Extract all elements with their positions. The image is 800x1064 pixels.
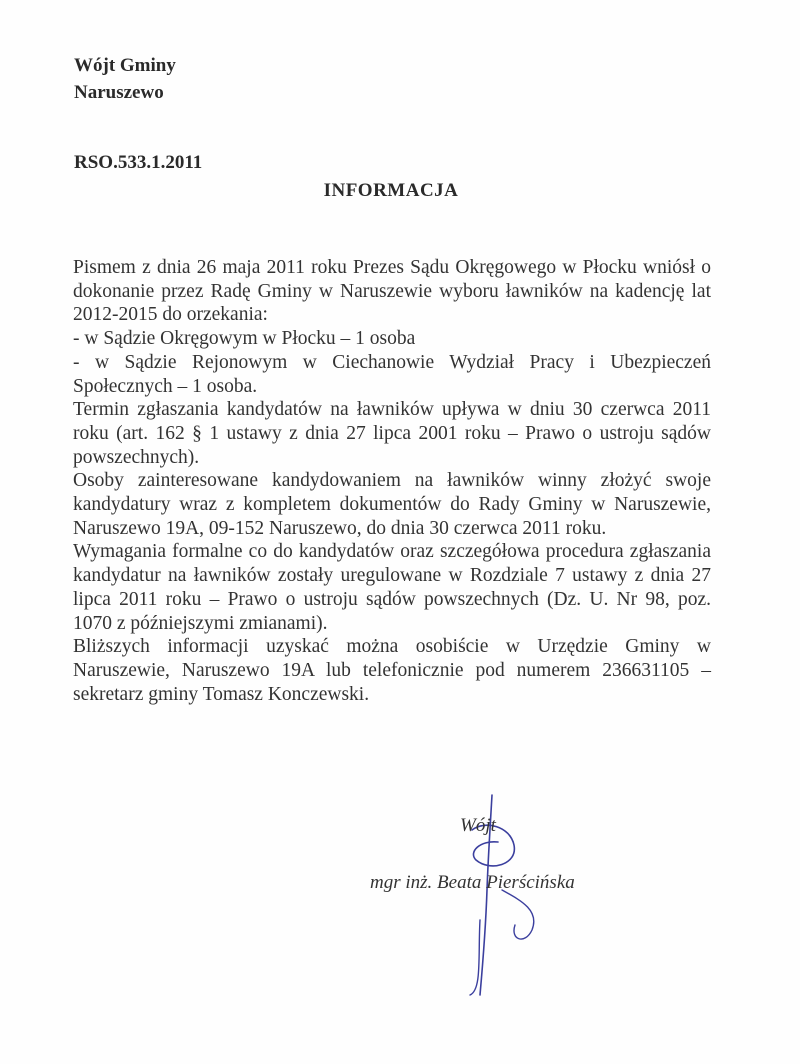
issuer-title: Wójt Gminy xyxy=(74,55,176,76)
document-body xyxy=(73,256,711,706)
signature-role: Wójt xyxy=(460,815,496,836)
body-paragraph-request: Pismem z dnia 26 maja 2011 roku Prezes Sądu Okręgowego w Płocku wniósł o dokonanie przez Radę Gminy w Naruszewie wyboru ławników na kadencję lat 2012-2015 do orzekania: xyxy=(73,257,711,326)
issuer-municipality: Naruszewo xyxy=(74,82,164,103)
body-paragraph-requirements: Wymagania formalne co do kandydatów oraz szczegółowa procedura zgłaszania kandydatur na ławników zostały uregulowane w Rozdziale 7 ustawy z dnia 27 lipca 2011 roku – Prawo o ustroju sądów powszechnych (Dz. U. Nr 98, poz. 1070 z późniejszymi zmianami). xyxy=(73,541,711,634)
signatory-name: mgr inż. Beata Pierścińska xyxy=(370,872,575,893)
handwritten-signature xyxy=(440,790,560,1000)
body-paragraph-contact: Bliższych informacji uzyskać można osobiście w Urzędzie Gminy w Naruszewie, Naruszewo 19A lub telefonicznie pod numerem 236631105 – sekretarz gminy Tomasz Konczewski. xyxy=(73,636,711,705)
body-paragraph-submission: Osoby zainteresowane kandydowaniem na ławników winny złożyć swoje kandydatury wraz z kompletem dokumentów do Rady Gminy w Naruszewie, Naruszewo 19A, 09-152 Naruszewo, do dnia 30 czerwca 2011 roku. xyxy=(73,470,711,539)
reference-number: RSO.533.1.2011 xyxy=(74,152,203,173)
document-title: INFORMACJA xyxy=(323,180,459,201)
issuer-block xyxy=(74,52,176,106)
body-paragraph-deadline: Termin zgłaszania kandydatów na ławników upływa w dniu 30 czerwca 2011 roku (art. 162 § 1 ustawy z dnia 27 lipca 2001 roku – Prawo o ustroju sądów powszechnych). xyxy=(73,399,711,468)
body-item-district-court: - w Sądzie Rejonowym w Ciechanowie Wydział Pracy i Ubezpieczeń Społecznych – 1 osoba. xyxy=(73,351,711,397)
body-item-regional-court: - w Sądzie Okręgowym w Płocku – 1 osoba xyxy=(73,328,416,350)
signature-tail xyxy=(470,890,534,995)
